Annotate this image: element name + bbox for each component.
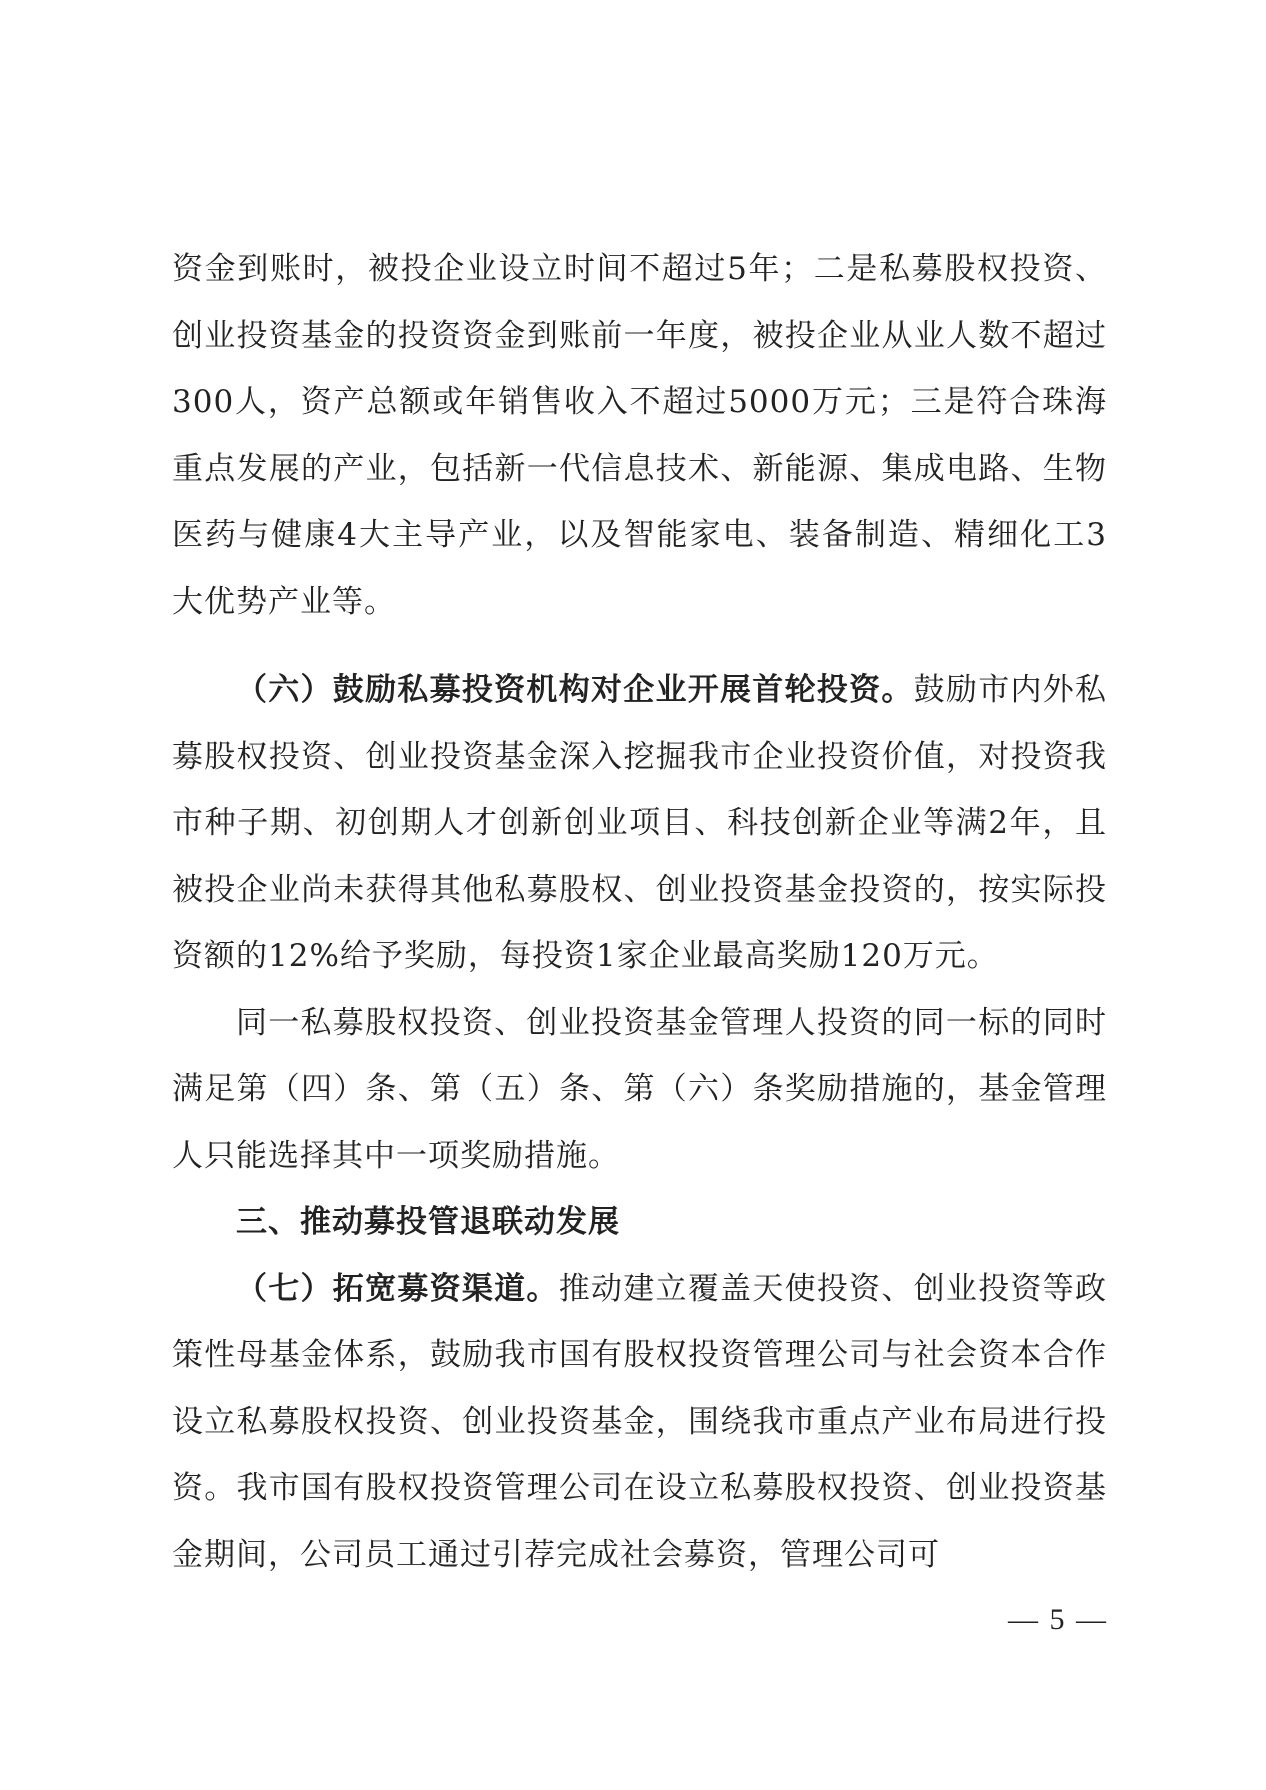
paragraph-item-six — [172, 657, 1107, 990]
item-seven-heading: （七）拓宽募资渠道。 — [236, 1270, 559, 1307]
page-number: — 5 — — [1008, 1603, 1108, 1636]
item-six-text: 鼓励市内外私募股权投资、创业投资基金深入挖掘我市企业投资价值，对投资我市种子期、初创期人才创新创业项目、科技创新企业等满2年，且被投企业尚未获得其他私募股权、创业投资基金投资的，按实际投资额的12%给予奖励，每投资1家企业最高奖励120万元。 — [172, 672, 1108, 974]
manager-rule-text: 同一私募股权投资、创业投资基金管理人投资的同一标的同时满足第（四）条、第（五）条、第（六）条奖励措施的，基金管理人只能选择其中一项奖励措施。 — [172, 1004, 1107, 1174]
document-body — [172, 236, 1107, 1588]
item-six-heading: （六）鼓励私募投资机构对企业开展首轮投资。 — [236, 672, 914, 708]
paragraph-continuation — [172, 236, 1107, 635]
paragraph-item-seven — [172, 1256, 1107, 1589]
item-seven-text: 推动建立覆盖天使投资、创业投资等政策性母基金体系，鼓励我市国有股权投资管理公司与社会资本合作设立私募股权投资、创业投资基金，围绕我市重点产业布局进行投资。我市国有股权投资管理公司在设立私募股权投资、创业投资基金期间，公司员工通过引荐完成社会募资，管理公司可 — [172, 1270, 1108, 1573]
paragraph-manager-rule — [172, 990, 1107, 1190]
paragraph-continuation-text: 资金到账时，被投企业设立时间不超过5年；二是私募股权投资、创业投资基金的投资资金到账前一年度，被投企业从业人数不超过300人，资产总额或年销售收入不超过5000万元；三是符合珠海重点发展的产业，包括新一代信息技术、新能源、集成电路、生物医药与健康4大主导产业，以及智能家电、装备制造、精细化工3大优势产业等。 — [172, 251, 1107, 620]
section-heading: 三、推动募投管退联动发展 — [236, 1204, 620, 1240]
